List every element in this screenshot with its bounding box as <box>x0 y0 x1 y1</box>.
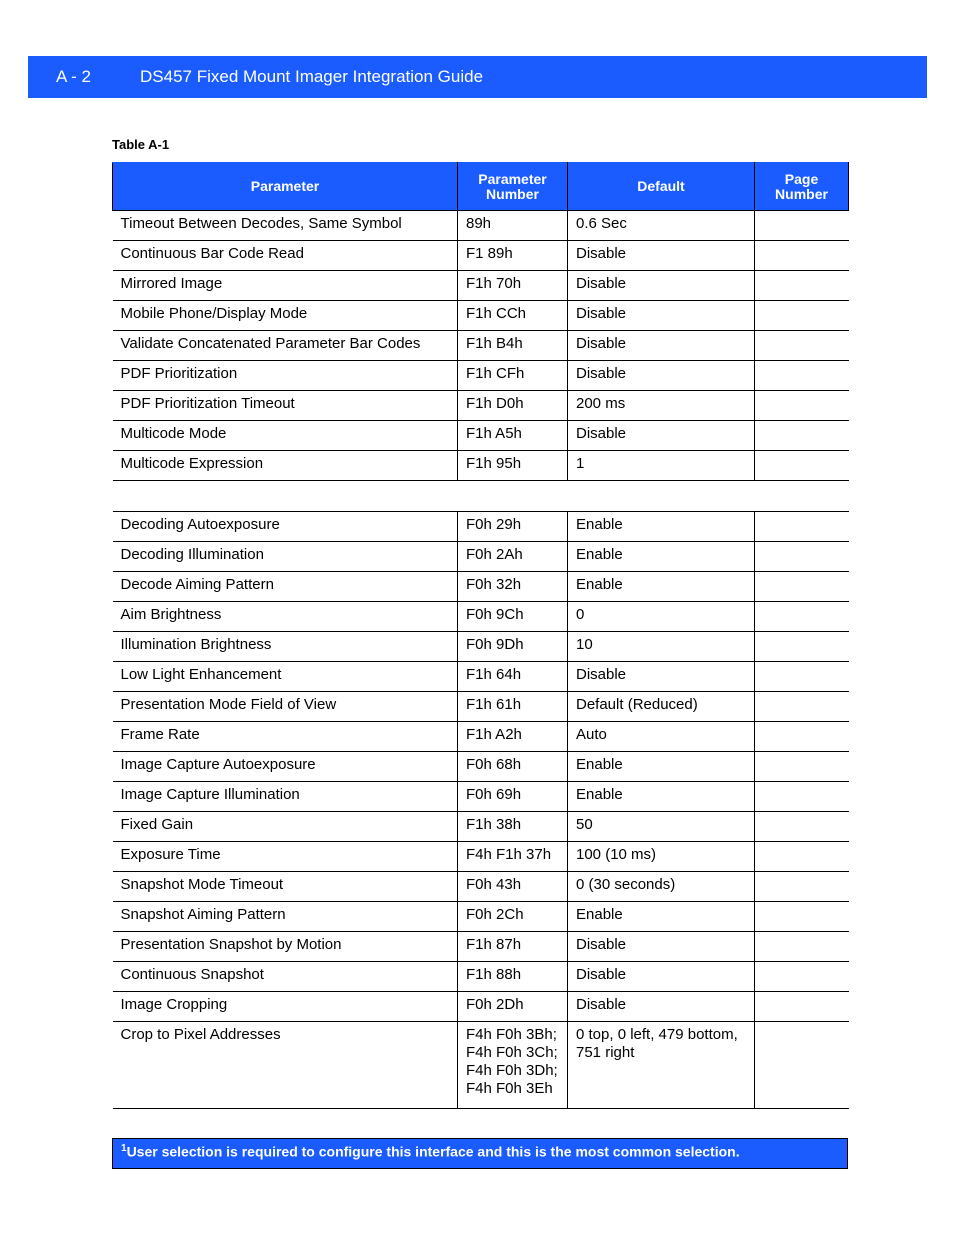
cell-parameter: PDF Prioritization Timeout <box>113 391 458 421</box>
cell-parameter-number: F0h 9Dh <box>458 632 568 662</box>
cell-number-line: F4h F0h 3Bh; <box>466 1026 557 1043</box>
table-group-3 <box>113 1022 849 1109</box>
cell-default: Disable <box>568 932 755 962</box>
cell-parameter: Fixed Gain <box>113 812 458 842</box>
cell-page-number <box>755 1022 849 1109</box>
table-row <box>113 512 849 542</box>
cell-page-number <box>755 692 849 722</box>
cell-parameter-number: F1h CFh <box>458 361 568 391</box>
cell-number-line: F4h F0h 3Ch; <box>466 1044 558 1061</box>
cell-default: 50 <box>568 812 755 842</box>
cell-page-number <box>755 812 849 842</box>
cell-default: Disable <box>568 992 755 1022</box>
table-row <box>113 752 849 782</box>
cell-parameter: Image Cropping <box>113 992 458 1022</box>
cell-parameter-number <box>458 1022 568 1109</box>
column-header-default: Default <box>568 163 755 211</box>
cell-page-number <box>755 572 849 602</box>
cell-parameter-number: F0h 2Dh <box>458 992 568 1022</box>
cell-default: 10 <box>568 632 755 662</box>
cell-default: Enable <box>568 752 755 782</box>
cell-parameter: Illumination Brightness <box>113 632 458 662</box>
cell-page-number <box>755 962 849 992</box>
table-row <box>113 542 849 572</box>
cell-parameter-number: F1h 95h <box>458 451 568 481</box>
cell-default: Disable <box>568 421 755 451</box>
cell-parameter: Decode Aiming Pattern <box>113 572 458 602</box>
table-row <box>113 812 849 842</box>
cell-page-number <box>755 902 849 932</box>
cell-default: Default (Reduced) <box>568 692 755 722</box>
cell-parameter-number: F0h 69h <box>458 782 568 812</box>
footnote-text: User selection is required to configure this interface and this is the most common selection. <box>126 1143 740 1160</box>
table-row <box>113 632 849 662</box>
page-header <box>28 56 927 98</box>
cell-page-number <box>755 992 849 1022</box>
cell-parameter-number: F1h 88h <box>458 962 568 992</box>
cell-default: Disable <box>568 962 755 992</box>
cell-parameter-number: F0h 2Ah <box>458 542 568 572</box>
cell-page-number <box>755 872 849 902</box>
table-row <box>113 331 849 361</box>
cell-default: 0 (30 seconds) <box>568 872 755 902</box>
cell-default: 0 top, 0 left, 479 bottom, 751 right <box>568 1022 755 1109</box>
cell-parameter: Exposure Time <box>113 842 458 872</box>
header-page-number: A - 2 <box>56 67 91 86</box>
table-row <box>113 992 849 1022</box>
cell-parameter-number: F1h A2h <box>458 722 568 752</box>
table-header-row <box>113 163 849 211</box>
cell-parameter: Continuous Bar Code Read <box>113 241 458 271</box>
spacer-row <box>113 481 849 512</box>
cell-default: Disable <box>568 271 755 301</box>
cell-page-number <box>755 932 849 962</box>
cell-parameter-number: F1h 64h <box>458 662 568 692</box>
cell-parameter-number: F0h 29h <box>458 512 568 542</box>
table-row <box>113 301 849 331</box>
cell-default: Disable <box>568 662 755 692</box>
cell-page-number <box>755 842 849 872</box>
cell-parameter-number: 89h <box>458 211 568 241</box>
table-row <box>113 421 849 451</box>
cell-number-line: F4h F0h 3Eh <box>466 1080 553 1097</box>
cell-parameter: Mobile Phone/Display Mode <box>113 301 458 331</box>
cell-parameter-number: F0h 9Ch <box>458 602 568 632</box>
column-header-page-number: Page Number <box>755 163 849 211</box>
table-row <box>113 211 849 241</box>
cell-page-number <box>755 211 849 241</box>
cell-parameter-number: F0h 32h <box>458 572 568 602</box>
cell-parameter: Image Capture Illumination <box>113 782 458 812</box>
cell-default: Enable <box>568 542 755 572</box>
cell-parameter: Continuous Snapshot <box>113 962 458 992</box>
cell-default: 0.6 Sec <box>568 211 755 241</box>
cell-default: 200 ms <box>568 391 755 421</box>
cell-page-number <box>755 602 849 632</box>
cell-parameter-number: F0h 43h <box>458 872 568 902</box>
table-group-2 <box>113 512 849 1022</box>
cell-page-number <box>755 421 849 451</box>
cell-parameter-number: F1h B4h <box>458 331 568 361</box>
cell-default: Enable <box>568 782 755 812</box>
cell-page-number <box>755 632 849 662</box>
table-row <box>113 361 849 391</box>
cell-default: 0 <box>568 602 755 632</box>
cell-parameter: Frame Rate <box>113 722 458 752</box>
cell-parameter: Low Light Enhancement <box>113 662 458 692</box>
cell-page-number <box>755 331 849 361</box>
cell-page-number <box>755 662 849 692</box>
cell-page-number <box>755 241 849 271</box>
table-caption: Table A-1 <box>112 137 170 152</box>
table-row <box>113 782 849 812</box>
table-row <box>113 902 849 932</box>
table-spacer <box>113 481 849 512</box>
cell-parameter: Multicode Expression <box>113 451 458 481</box>
cell-parameter-number: F1h D0h <box>458 391 568 421</box>
cell-parameter-number: F0h 2Ch <box>458 902 568 932</box>
cell-parameter: Validate Concatenated Parameter Bar Codes <box>113 331 458 361</box>
cell-parameter: Image Capture Autoexposure <box>113 752 458 782</box>
cell-parameter: Aim Brightness <box>113 602 458 632</box>
table-row <box>113 662 849 692</box>
table-row <box>113 1022 849 1109</box>
table-row <box>113 602 849 632</box>
table-row <box>113 962 849 992</box>
cell-parameter-number: F4h F1h 37h <box>458 842 568 872</box>
table-row <box>113 572 849 602</box>
cell-parameter: Snapshot Mode Timeout <box>113 872 458 902</box>
cell-parameter: Timeout Between Decodes, Same Symbol <box>113 211 458 241</box>
table-row <box>113 932 849 962</box>
cell-default: Disable <box>568 241 755 271</box>
table-row <box>113 872 849 902</box>
cell-default: Auto <box>568 722 755 752</box>
cell-parameter-number: F1h 87h <box>458 932 568 962</box>
table-group-1 <box>113 211 849 481</box>
table-row <box>113 692 849 722</box>
cell-page-number <box>755 391 849 421</box>
cell-parameter: Decoding Illumination <box>113 542 458 572</box>
cell-default: Disable <box>568 361 755 391</box>
cell-default: Enable <box>568 902 755 932</box>
table-row <box>113 391 849 421</box>
footnote-marker: 1 <box>121 1143 127 1154</box>
cell-parameter: Crop to Pixel Addresses <box>113 1022 458 1109</box>
cell-default: 1 <box>568 451 755 481</box>
cell-number-line: F4h F0h 3Dh; <box>466 1062 558 1079</box>
cell-parameter-number: F1h 70h <box>458 271 568 301</box>
cell-page-number <box>755 361 849 391</box>
cell-page-number <box>755 722 849 752</box>
cell-parameter: Mirrored Image <box>113 271 458 301</box>
cell-default: Enable <box>568 512 755 542</box>
cell-parameter-number: F1 89h <box>458 241 568 271</box>
cell-parameter-number: F1h 61h <box>458 692 568 722</box>
column-header-parameter: Parameter <box>113 163 458 211</box>
cell-page-number <box>755 451 849 481</box>
cell-page-number <box>755 512 849 542</box>
cell-parameter: Presentation Snapshot by Motion <box>113 932 458 962</box>
parameter-table <box>112 162 849 1109</box>
cell-page-number <box>755 542 849 572</box>
table-row <box>113 271 849 301</box>
cell-parameter: Snapshot Aiming Pattern <box>113 902 458 932</box>
cell-default: 100 (10 ms) <box>568 842 755 872</box>
table-footnote <box>112 1138 848 1169</box>
cell-page-number <box>755 301 849 331</box>
spacer-cell <box>113 481 849 512</box>
table-row <box>113 722 849 752</box>
header-title: DS457 Fixed Mount Imager Integration Guide <box>140 67 484 86</box>
cell-default: Disable <box>568 331 755 361</box>
cell-page-number <box>755 752 849 782</box>
cell-parameter-number: F0h 68h <box>458 752 568 782</box>
column-header-parameter-number: Parameter Number <box>458 163 568 211</box>
table-row <box>113 241 849 271</box>
cell-page-number <box>755 271 849 301</box>
cell-parameter-number: F1h A5h <box>458 421 568 451</box>
cell-default: Enable <box>568 572 755 602</box>
cell-parameter-number: F1h CCh <box>458 301 568 331</box>
cell-parameter: Decoding Autoexposure <box>113 512 458 542</box>
cell-parameter: PDF Prioritization <box>113 361 458 391</box>
cell-default: Disable <box>568 301 755 331</box>
cell-parameter: Presentation Mode Field of View <box>113 692 458 722</box>
table-row <box>113 842 849 872</box>
table-row <box>113 451 849 481</box>
cell-parameter-number: F1h 38h <box>458 812 568 842</box>
cell-page-number <box>755 782 849 812</box>
cell-parameter: Multicode Mode <box>113 421 458 451</box>
